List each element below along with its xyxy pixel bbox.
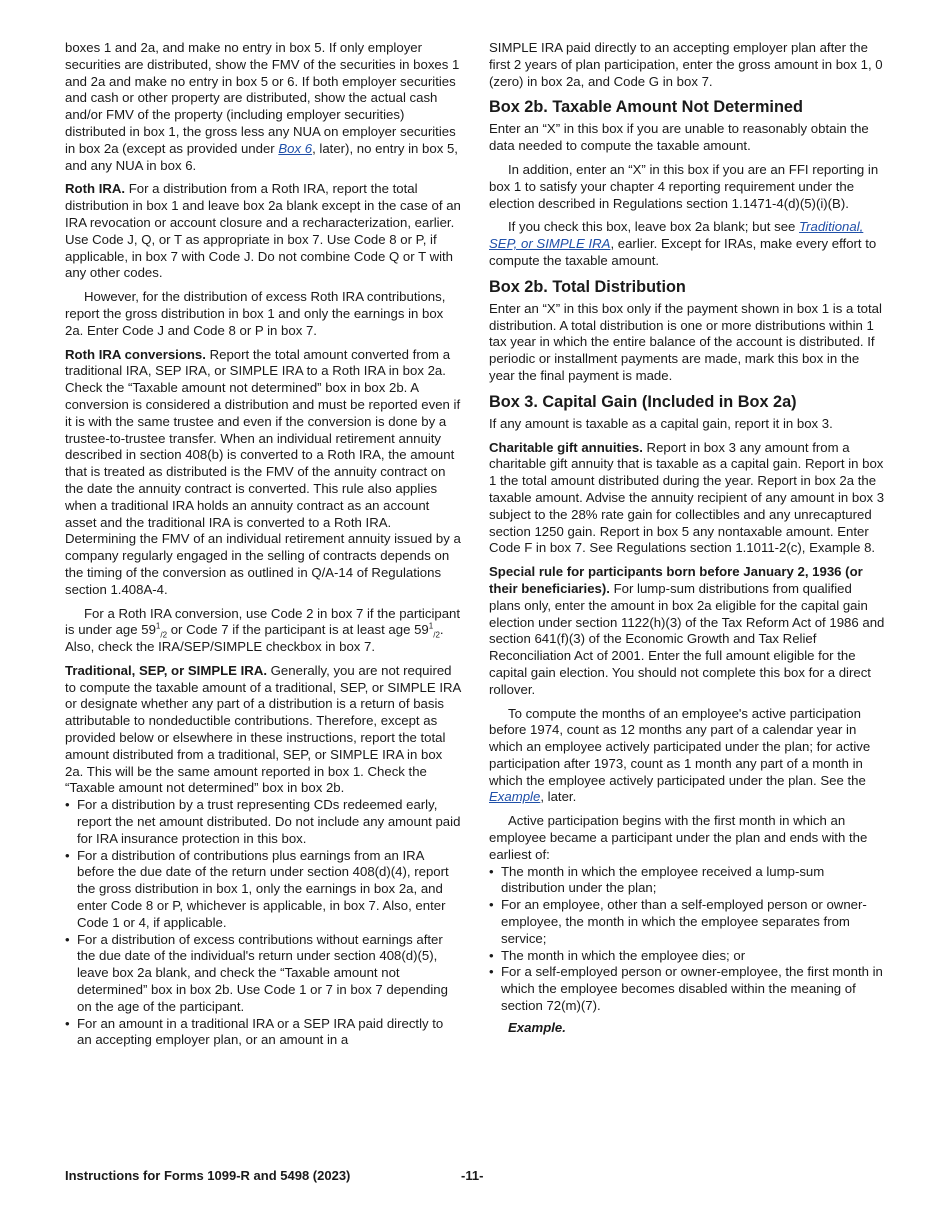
heading-capital-gain: Box 3. Capital Gain (Included in Box 2a): [489, 392, 797, 411]
paragraph-traditional-sep-simple: Traditional, SEP, or SIMPLE IRA. Generally, you are not required to compute the taxable amount of a traditional, SEP, or SIMPLE IRA or designate whether any part of a distribution is a return of basis attributable to nondeductible contributions. Therefore, except as provided below or elsewhere in these instructions, report the total amount distributed from a traditional, SEP, or SIMPLE IRA in box 2a. This will be the same amount reported in box 1. Check the “Taxable amount not determined” box in box 2b.: [65, 662, 461, 796]
example-link[interactable]: Example: [489, 789, 541, 805]
heading-total-distribution: Box 2b. Total Distribution: [489, 277, 686, 296]
paragraph-capital-gain: If any amount is taxable as a capital gain, report it in box 3.: [489, 415, 833, 431]
example-heading: Example.: [508, 1019, 566, 1035]
list-item: • For a self-employed person or owner-employee, the first month in which the employee becomes disabled within the meaning of section 72(m)(7).: [489, 964, 883, 1014]
paragraph-active-participation: Active participation begins with the first month in which an employee became a participant under the plan and ends with the earliest of:: [489, 813, 868, 862]
paragraph-months-participation: To compute the months of an employee's active participation before 1974, count as 12 months any part of a calendar year in which an employee actively participated under the plan; for active participation after 1973, count as 1 month any part of a month in which the employee actively participated under the plan. See the Example, later.: [489, 705, 871, 805]
paragraph-tand-2: In addition, enter an “X” in this box if you are an FFI reporting in box 1 to satisfy your chapter 4 reporting requirement under the election described in Regulations section 1.1471-4(d)(5)(i)(B).: [489, 161, 879, 211]
paragraph-employer-securities: boxes 1 and 2a, and make no entry in box 5. If only employer securities are distributed, show the FMV of the securities in boxes 1 and 2a and make no entry in box 5 or 6. If both employer securities and cash or other property are distributed, show the actual cash and/or FMV of the property (including employer securities) distributed in box 1, the gross less any NUA on employer securities in box 2a (except as provided under Box 6, later), no entry in box 5, and any NUA in box 6.: [65, 40, 460, 173]
list-item: • For an amount in a traditional IRA or a SEP IRA paid directly to an accepting employer plan, or an amount in a: [65, 1015, 444, 1048]
bullet-icon: •: [489, 863, 494, 879]
paragraph-total-distribution: Enter an “X” in this box only if the payment shown in box 1 is a total distribution. A total distribution is one or more distributions within 1 tax year in which the entire balance of the account is distributed. If periodic or installment payments are made, mark this box in the year the final payment is made.: [489, 300, 882, 383]
paragraph-special-rule: Special rule for participants born before January 2, 1936 (or their beneficiaries). For lump-sum distributions from qualified plans only, enter the amount in box 2a eligible for the capital gain election under section 1122(h)(3) of the Tax Reform Act of 1986 and section 641(f)(3) of the Economic Growth and Tax Relief Reconciliation Act of 2001. Enter the full amount eligible for the capital gain election. You should not complete this box for a direct rollover.: [489, 564, 885, 697]
list-item: • For an employee, other than a self-employed person or owner-employee, the month in which the employee separates from service;: [489, 897, 867, 946]
charitable-gift-annuities-heading: Charitable gift annuities.: [489, 439, 643, 455]
traditional-sep-simple-ira-link[interactable]: Traditional, SEP, or SIMPLE IRA: [489, 219, 864, 252]
bullet-icon: •: [489, 947, 494, 963]
list-item: • For a distribution by a trust representing CDs redeemed early, report the net amount distributed. Do not include any amount paid for IRA insurance protection in this box.: [65, 797, 461, 846]
right-column: [489, 40, 885, 1037]
bullet-icon: •: [65, 1015, 70, 1031]
paragraph-roth-conversions: Roth IRA conversions. Report the total amount converted from a traditional IRA, SEP IRA, or SIMPLE IRA to a Roth IRA in box 2a. Check the “Taxable amount not determined” box in box 2b. A conversion is considered a distribution and must be reported even if it is with the same trustee and even if the conversion is done by a trustee-to-trustee transfer. When an individual retirement annuity described in section 408(b) is converted to a Roth IRA, the amount that is treated as distributed is the FMV of the annuity contract on the date the annuity contract is converted. This rule also applies when a traditional IRA holds an annuity contract as an account asset and the traditional IRA is converted to a Roth IRA. Determining the FMV of an individual retirement annuity issued by a company regularly engaged in the selling of contracts depends on the timing of the conversion as outlined in Q/A-14 of Regulations section 1.408A-4.: [65, 346, 461, 597]
list-item: • For a distribution of contributions plus earnings from an IRA before the due date of the return under section 408(d)(4), report the gross distribution in box 1, only the earnings in box 2a, and enter Code 8 or P, whichever is applicable, in box 7. Also, enter Code 1 or 4, if applicable.: [65, 847, 449, 930]
paragraph-excess-roth: However, for the distribution of excess Roth IRA contributions, report the gross distribution in box 1 and only the earnings in box 2a. Enter Code J and Code 8 or P in box 7.: [65, 289, 446, 338]
bullet-icon: •: [489, 964, 494, 980]
list-item: • The month in which the employee dies; or: [489, 947, 746, 963]
bullet-icon: •: [65, 847, 70, 863]
list-item: • For a distribution of excess contributions without earnings after the due date of the individual's return under section 408(d)(5), leave box 2a blank, and check the “Taxable amount not determined” box in box 2b. Use Code 1 or 7 in box 7 depending on the age of the participant.: [65, 931, 448, 1014]
paragraph-tand-1: Enter an “X” in this box if you are unable to reasonably obtain the data needed to compute the taxable amount.: [489, 121, 869, 154]
page-number: -11-: [461, 1168, 484, 1183]
list-item: • The month in which the employee received a lump-sum distribution under the plan;: [489, 863, 825, 896]
box-6-link[interactable]: Box 6: [278, 140, 313, 156]
roth-ira-heading: Roth IRA.: [65, 181, 126, 197]
roth-conversions-heading: Roth IRA conversions.: [65, 346, 206, 362]
paragraph-tand-3: If you check this box, leave box 2a blank; but see Traditional, SEP, or SIMPLE IRA, earlier. Except for IRAs, make every effort to compute the taxable amount.: [489, 219, 877, 268]
traditional-sep-simple-heading: Traditional, SEP, or SIMPLE IRA.: [65, 662, 268, 678]
bullet-icon: •: [65, 797, 70, 813]
paragraph-simple-ira-continued: SIMPLE IRA paid directly to an accepting employer plan after the first 2 years of plan participation, enter the gross amount in box 1, 0 (zero) in box 2a, and Code G in box 7.: [489, 40, 883, 89]
paragraph-roth-ira: Roth IRA. For a distribution from a Roth IRA, report the total distribution in box 1 and leave box 2a blank except in the case of an IRA revocation or account closure and a recharacterization, earlier. Use Code J, Q, or T as appropriate in box 7. Use Code 8 or P, if applicable, in box 7 with Code J. Do not combine Code Q or T with any other codes.: [65, 181, 461, 281]
footer-title: Instructions for Forms 1099-R and 5498 (2023): [65, 1168, 351, 1183]
paragraph-conversion-codes: For a Roth IRA conversion, use Code 2 in box 7 if the participant is under age $59^1_{/2}$ or Code 7 if the participant is at least age $59^1_{/2}$. Also, check the IRA/SEP/SIMPLE checkbox in box 7.: [65, 605, 461, 655]
bullet-icon: •: [65, 931, 70, 947]
special-rule-heading: Special rule for participants born before January 2, 1936 (or their beneficiaries).: [489, 564, 863, 596]
paragraph-charitable-gift-annuities: Charitable gift annuities. Report in box 3 any amount from a charitable gift annuity that is taxable as a capital gain. Report in box 1 the total amount distributed during the year. Report in box 2a the taxable amount. Advise the annuity recipient of any amount in box 3 subject to the 28% rate gain for collectibles and any unrecaptured section 1250 gain. Report in box 5 any nontaxable amount. Enter Code F in box 7. See Regulations section 1.1011-2(c), Example 8.: [489, 439, 885, 556]
heading-taxable-amount-not-determined: Box 2b. Taxable Amount Not Determined: [489, 98, 803, 117]
bullet-icon: •: [489, 897, 494, 913]
left-column: [65, 40, 461, 1049]
